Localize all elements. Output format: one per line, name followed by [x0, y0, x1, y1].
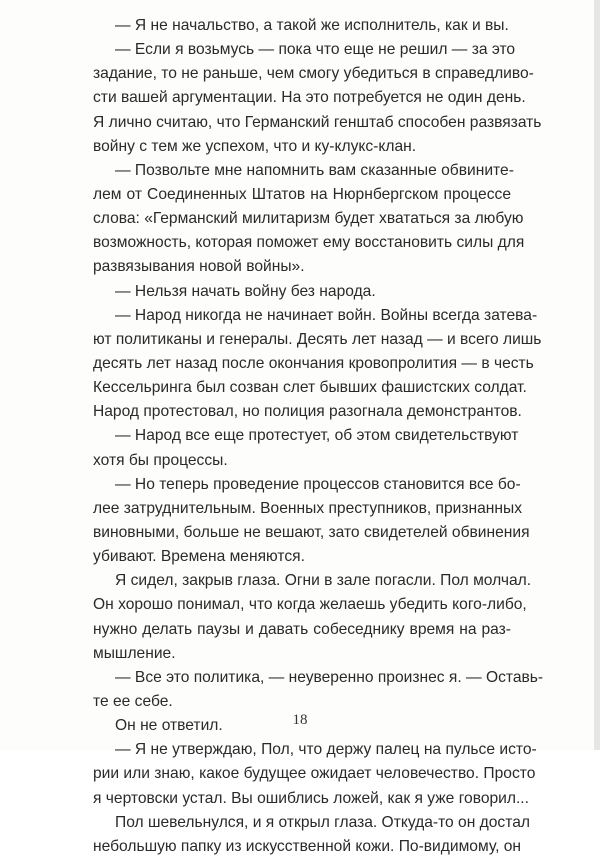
text-line: Он не ответил. — [115, 717, 223, 735]
text-line: десять лет назад после окончания кровопролития — в честь — [93, 354, 534, 372]
text-line: — Но теперь проведение процессов становится все бо- — [115, 475, 521, 493]
text-line: слова: «Германский милитаризм будет хвататься за любую — [93, 210, 524, 228]
text-line: лем от Соединенных Штатов на Нюрнбергском процессе — [93, 185, 511, 203]
page-edge — [594, 0, 600, 750]
text-line: возможность, которая поможет ему восстановить силы для — [93, 234, 525, 252]
text-line: небольшую папку из искусственной кожи. По-видимому, он — [93, 837, 522, 855]
text-line: Кессельринга был созван слет бывших фашистских солдат. — [93, 379, 527, 397]
text-line: мышление. — [93, 644, 176, 662]
text-line: виновными, больше не вешают, зато свидетелей обвинения — [93, 523, 530, 541]
text-line: убивают. Времена меняются. — [93, 548, 305, 566]
text-line: — Я не утверждаю, Пол, что держу палец на пульсе исто- — [115, 741, 537, 759]
text-line: войну с тем же успехом, что и ку-клукс-клан. — [93, 137, 417, 155]
text-line: сти вашей аргументации. На это потребуется не один день. — [93, 89, 526, 107]
text-line: нужно делать паузы и давать собеседнику время на раз- — [93, 620, 511, 638]
text-line: — Народ все еще протестует, об этом свидетельствуют — [115, 427, 519, 445]
text-line: те ее себе. — [93, 692, 173, 710]
text-line: хотя бы процессы. — [93, 451, 228, 469]
text-line: Пол шевельнулся, и я открыл глаза. Откуда-то он достал — [115, 813, 530, 831]
text-line: Я лично считаю, что Германский генштаб способен развязать — [93, 113, 542, 131]
text-line: — Все это политика, — неуверенно произнес я. — Оставь- — [115, 668, 544, 686]
text-line: рии или знаю, какое будущее ожидает человечество. Просто — [93, 765, 536, 783]
text-line: — Позвольте мне напомнить вам сказанные обвините- — [115, 161, 514, 179]
text-line: лее затруднительным. Военных преступников, признанных — [93, 499, 523, 517]
text-line: — Я не начальство, а такой же исполнитель, как и вы. — [115, 17, 509, 34]
text-line: ют политиканы и генералы. Десять лет назад — и всего лишь — [93, 330, 542, 348]
text-line: Народ протестовал, но полиция разогнала демонстрантов. — [93, 403, 522, 421]
text-line: Он хорошо понимал, что когда желаешь убедить кого-либо, — [93, 596, 527, 614]
text-line: — Если я возьмусь — пока что еще не решил — за это — [115, 41, 516, 59]
text-line: — Нельзя начать войну без народа. — [115, 282, 376, 300]
body-text — [93, 14, 544, 859]
text-line: задание, то не раньше, чем смогу убедиться в справедливо- — [93, 65, 534, 83]
text-line: я чертовски устал. Вы ошиблись ложей, как я уже говорил... — [93, 789, 529, 807]
page-number: 18 — [292, 712, 308, 728]
text-line: — Народ никогда не начинает войн. Войны всегда затева- — [115, 306, 538, 324]
text-line: развязывания новой войны». — [93, 258, 305, 276]
text-line: Я сидел, закрыв глаза. Огни в зале погасли. Пол молчал. — [115, 572, 532, 590]
